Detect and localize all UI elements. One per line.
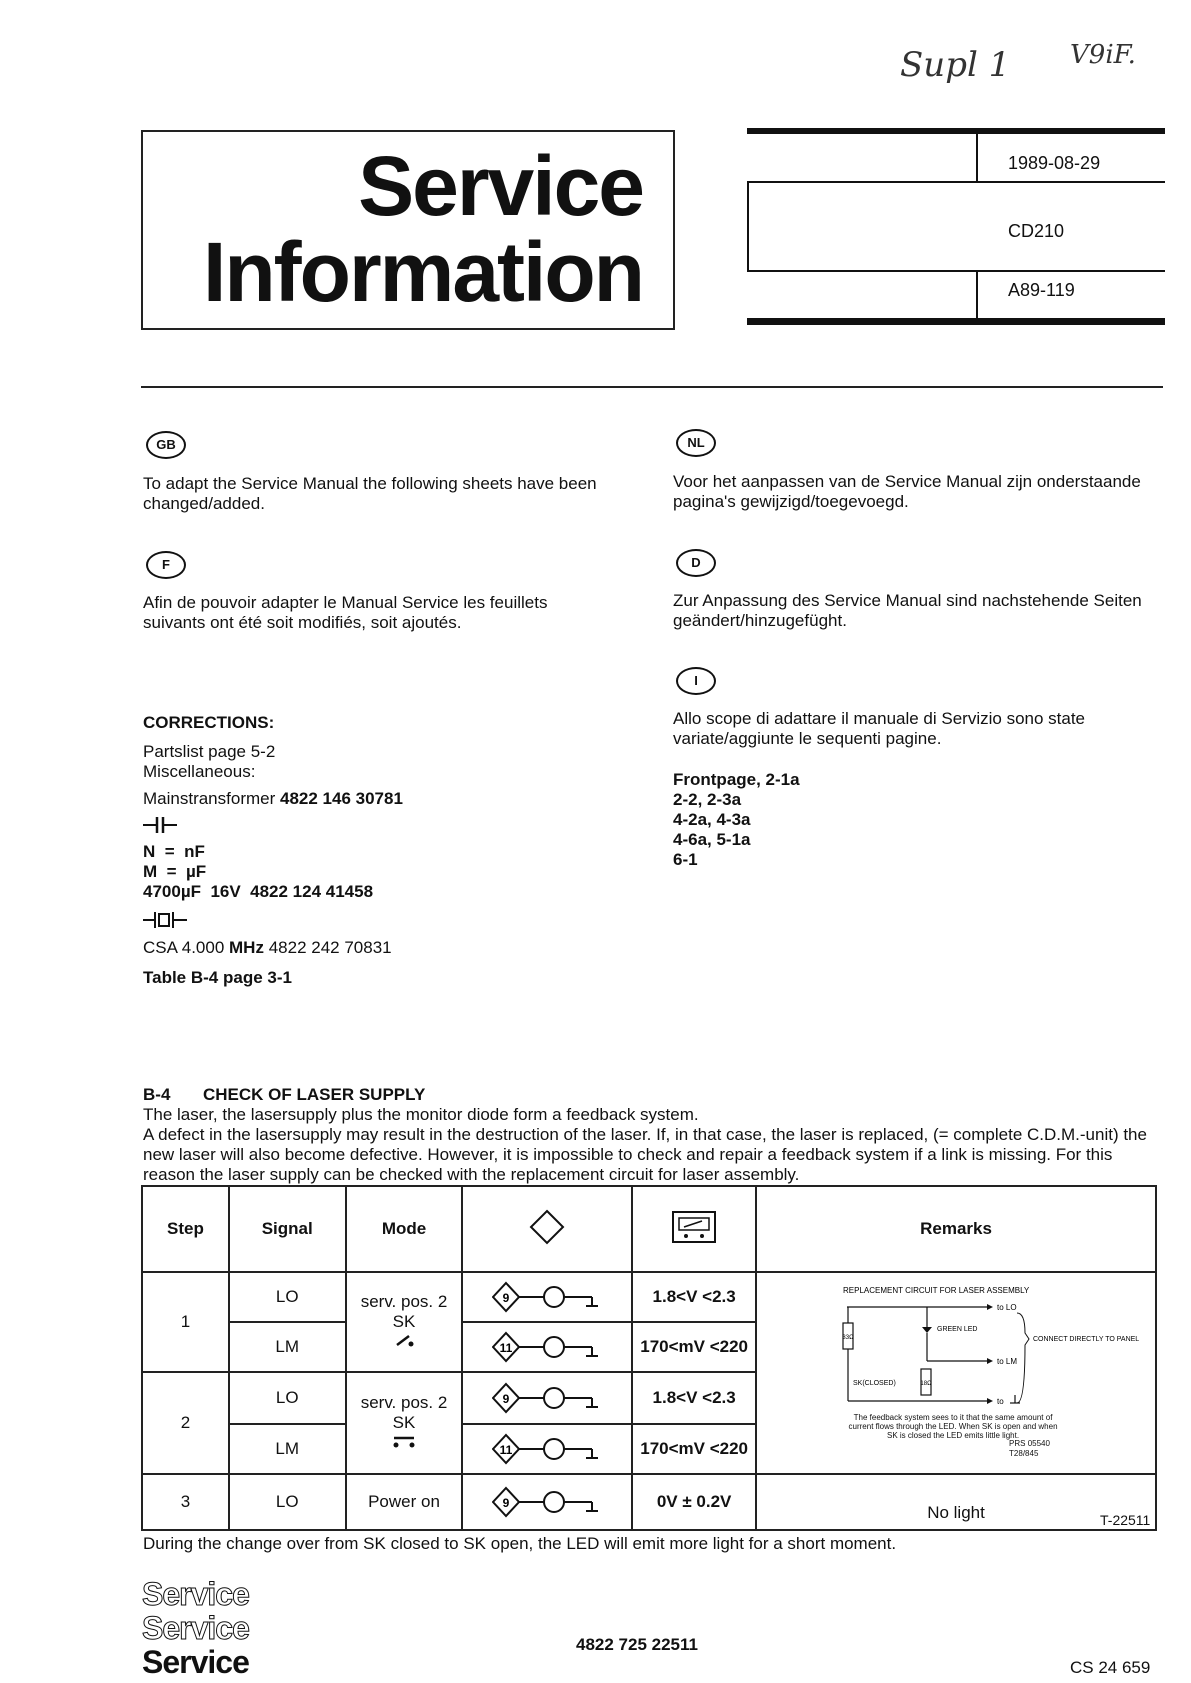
probe-pin-icon (492, 1432, 602, 1466)
gb-badge: GB (146, 431, 186, 459)
probe-cell (462, 1424, 632, 1474)
header-rule (747, 270, 1165, 272)
service-logo-outline-1: Service (142, 1576, 249, 1612)
section-title: CHECK OF LASER SUPPLY (203, 1085, 426, 1104)
section-number: B-4 (143, 1085, 171, 1104)
section-para1: The laser, the lasersupply plus the monitor diode form a feedback system. (143, 1105, 699, 1124)
separator-rule (141, 386, 1163, 388)
title-service: Service (358, 139, 643, 233)
diagram-ref2: T28/845 (1009, 1449, 1039, 1458)
crystal-unit: MHz (229, 938, 264, 957)
part-number: 4822 725 22511 (576, 1635, 698, 1654)
signal-cell: LO (229, 1474, 346, 1530)
header-rule-top (747, 128, 1165, 134)
doc-date: 1989-08-29 (1008, 153, 1101, 173)
corrections-misc: Miscellaneous: (143, 762, 256, 781)
connect-note: CONNECT DIRECTLY TO PANEL (1033, 1336, 1140, 1343)
signal-cell: LO (229, 1372, 346, 1424)
f-text: Afin de pouvoir adapter le Manual Service les feuillets suivants ont été soit modifiés, soit ajoutés. (143, 593, 548, 632)
pin-number: 9 (502, 1496, 510, 1510)
title-box (141, 130, 675, 330)
remark-cell: No light (756, 1474, 1156, 1530)
probe-pin-icon (492, 1381, 602, 1415)
header-rule-bottom (747, 318, 1165, 325)
switch-open-icon (389, 1332, 419, 1348)
header-rule (747, 181, 1165, 183)
d-text: Zur Anpassung des Service Manual sind nachstehende Seiten geändert/hinzugefüght. (673, 591, 1142, 630)
step-cell: 3 (142, 1474, 229, 1530)
i-text: Allo scope di adattare il manuale di Servizio sono state variate/aggiunte le sequenti pagine. (673, 709, 1086, 748)
title-information: Information (203, 225, 643, 319)
laser-check-table (141, 1185, 1157, 1531)
probe-cell (462, 1322, 632, 1372)
pin-number: 9 (502, 1392, 510, 1406)
probe-cell (462, 1474, 632, 1530)
diagram-to-lo: to LO (997, 1303, 1017, 1312)
sk-closed-label: SK(CLOSED) (853, 1380, 896, 1387)
service-logo-outline-2: Service (142, 1610, 249, 1646)
step-cell: 2 (142, 1372, 229, 1474)
step-cell: 1 (142, 1272, 229, 1372)
pages-list-item: 4-6a, 5-1a (673, 830, 751, 849)
service-logo-solid: Service (142, 1644, 249, 1680)
pin-number: 11 (499, 1341, 513, 1355)
header-divider (976, 270, 978, 320)
probe-pin-icon (492, 1330, 602, 1364)
header-meter (632, 1186, 756, 1272)
signal-cell: LM (229, 1424, 346, 1474)
diagram-title: REPLACEMENT CIRCUIT FOR LASER ASSEMBLY (843, 1286, 1030, 1295)
table-row (142, 1474, 1156, 1530)
corrections-m: M = µF (143, 862, 207, 881)
corrections-n: N = nF (143, 842, 205, 861)
pages-list-item: 4-2a, 4-3a (673, 810, 751, 829)
corrections-partslist: Partslist page 5-2 (143, 742, 276, 761)
green-led-label: GREEN LED (937, 1326, 978, 1333)
header-remarks: Remarks (756, 1186, 1156, 1272)
sk-label: SK (392, 1311, 416, 1331)
mode-cell: Power on (346, 1474, 463, 1530)
f-badge: F (146, 551, 186, 579)
pages-list (673, 770, 800, 870)
header-step: Step (142, 1186, 229, 1272)
gb-text: To adapt the Service Manual the following sheets have been changed/added. (143, 474, 597, 513)
corrections-crystal (143, 938, 392, 958)
header-divider (976, 134, 978, 182)
corrections-mainstrafo (143, 789, 403, 809)
signal-cell: LO (229, 1272, 346, 1322)
mode-cell (346, 1372, 463, 1474)
probe-cell (462, 1272, 632, 1322)
value-cell: 1.8<V <2.3 (632, 1372, 756, 1424)
mainstrafo-code: 4822 146 30781 (280, 789, 403, 808)
header-probe (462, 1186, 632, 1272)
corrections-capacitor: 4700µF 16V 4822 124 41458 (143, 882, 374, 901)
value-cell: 170<mV <220 (632, 1322, 756, 1372)
mainstrafo-label: Mainstransformer (143, 789, 276, 808)
mode-text: serv. pos. 2 (360, 1291, 448, 1311)
doc-number: A89-119 (1008, 280, 1075, 300)
sk-label: SK (392, 1412, 416, 1432)
mode-cell (346, 1272, 463, 1372)
pages-list-item: 2-2, 2-3a (673, 790, 742, 809)
d-badge: D (676, 549, 716, 577)
header-signal: Signal (229, 1186, 346, 1272)
footer-note: During the change over from SK closed to SK open, the LED will emit more light for a short moment. (143, 1534, 897, 1553)
crystal-code: 4822 242 70831 (268, 938, 392, 957)
header-divider (747, 181, 749, 271)
diagram-to-ground: to (997, 1397, 1004, 1406)
table-row (142, 1272, 1156, 1322)
resistor1-label: 33Ω (842, 1335, 854, 1341)
diagram-note: The feedback system sees to it that the same amount of current flows through the LED. When SK is open and when SK is closed the LED emits little light. (848, 1413, 1058, 1440)
i-badge: I (676, 667, 716, 695)
switch-closed-icon (389, 1433, 419, 1449)
handwritten-note: Supl 1 (900, 45, 1011, 85)
diagram-to-lm: to LM (997, 1357, 1018, 1366)
probe-pin-icon (492, 1280, 602, 1314)
pin-number: 11 (499, 1443, 513, 1457)
replacement-circuit-diagram (757, 1273, 1155, 1473)
pages-list-item: Frontpage, 2-1a (673, 770, 800, 789)
nl-text: Voor het aanpassen van de Service Manual zijn onderstaande pagina's gewijzigd/toegevoegd. (673, 472, 1141, 511)
pin-number: 9 (502, 1291, 510, 1305)
cs-number: CS 24 659 (1070, 1658, 1151, 1677)
section-para2: A defect in the lasersupply may result in the destruction of the laser. If, in that case, the laser is replaced, (= complete C.D.M.-unit) the new laser will also become defective. However, it is impossible to check and repair a feedback system if a link is missing. For this reason the laser supply can be checked with the replacement circuit for laser assembly. (143, 1125, 1147, 1184)
probe-cell (462, 1372, 632, 1424)
corrections-heading: CORRECTIONS: (143, 713, 275, 732)
meter-icon (670, 1209, 718, 1245)
crystal-symbol-icon (143, 910, 187, 930)
pages-list-item: 6-1 (673, 850, 698, 869)
remarks-diagram-cell (756, 1272, 1156, 1474)
capacitor-symbol-icon (143, 815, 177, 835)
figure-code: T-22511 (1100, 1512, 1151, 1528)
value-cell: 1.8<V <2.3 (632, 1272, 756, 1322)
diamond-probe-icon (527, 1207, 567, 1247)
doc-model: CD210 (1008, 221, 1065, 241)
header-mode: Mode (346, 1186, 463, 1272)
value-cell: 170<mV <220 (632, 1424, 756, 1474)
value-cell: 0V ± 0.2V (632, 1474, 756, 1530)
mode-text: serv. pos. 2 (360, 1392, 448, 1412)
diagram-ref1: PRS 05540 (1009, 1439, 1050, 1448)
handwritten-code: V9iF. (1070, 40, 1136, 70)
nl-badge: NL (676, 429, 716, 457)
signal-cell: LM (229, 1322, 346, 1372)
crystal-label: CSA 4.000 (143, 938, 225, 957)
probe-pin-icon (492, 1485, 602, 1519)
resistor2-label: 18Ω (920, 1381, 932, 1387)
corrections-table-ref: Table B-4 page 3-1 (143, 968, 292, 987)
